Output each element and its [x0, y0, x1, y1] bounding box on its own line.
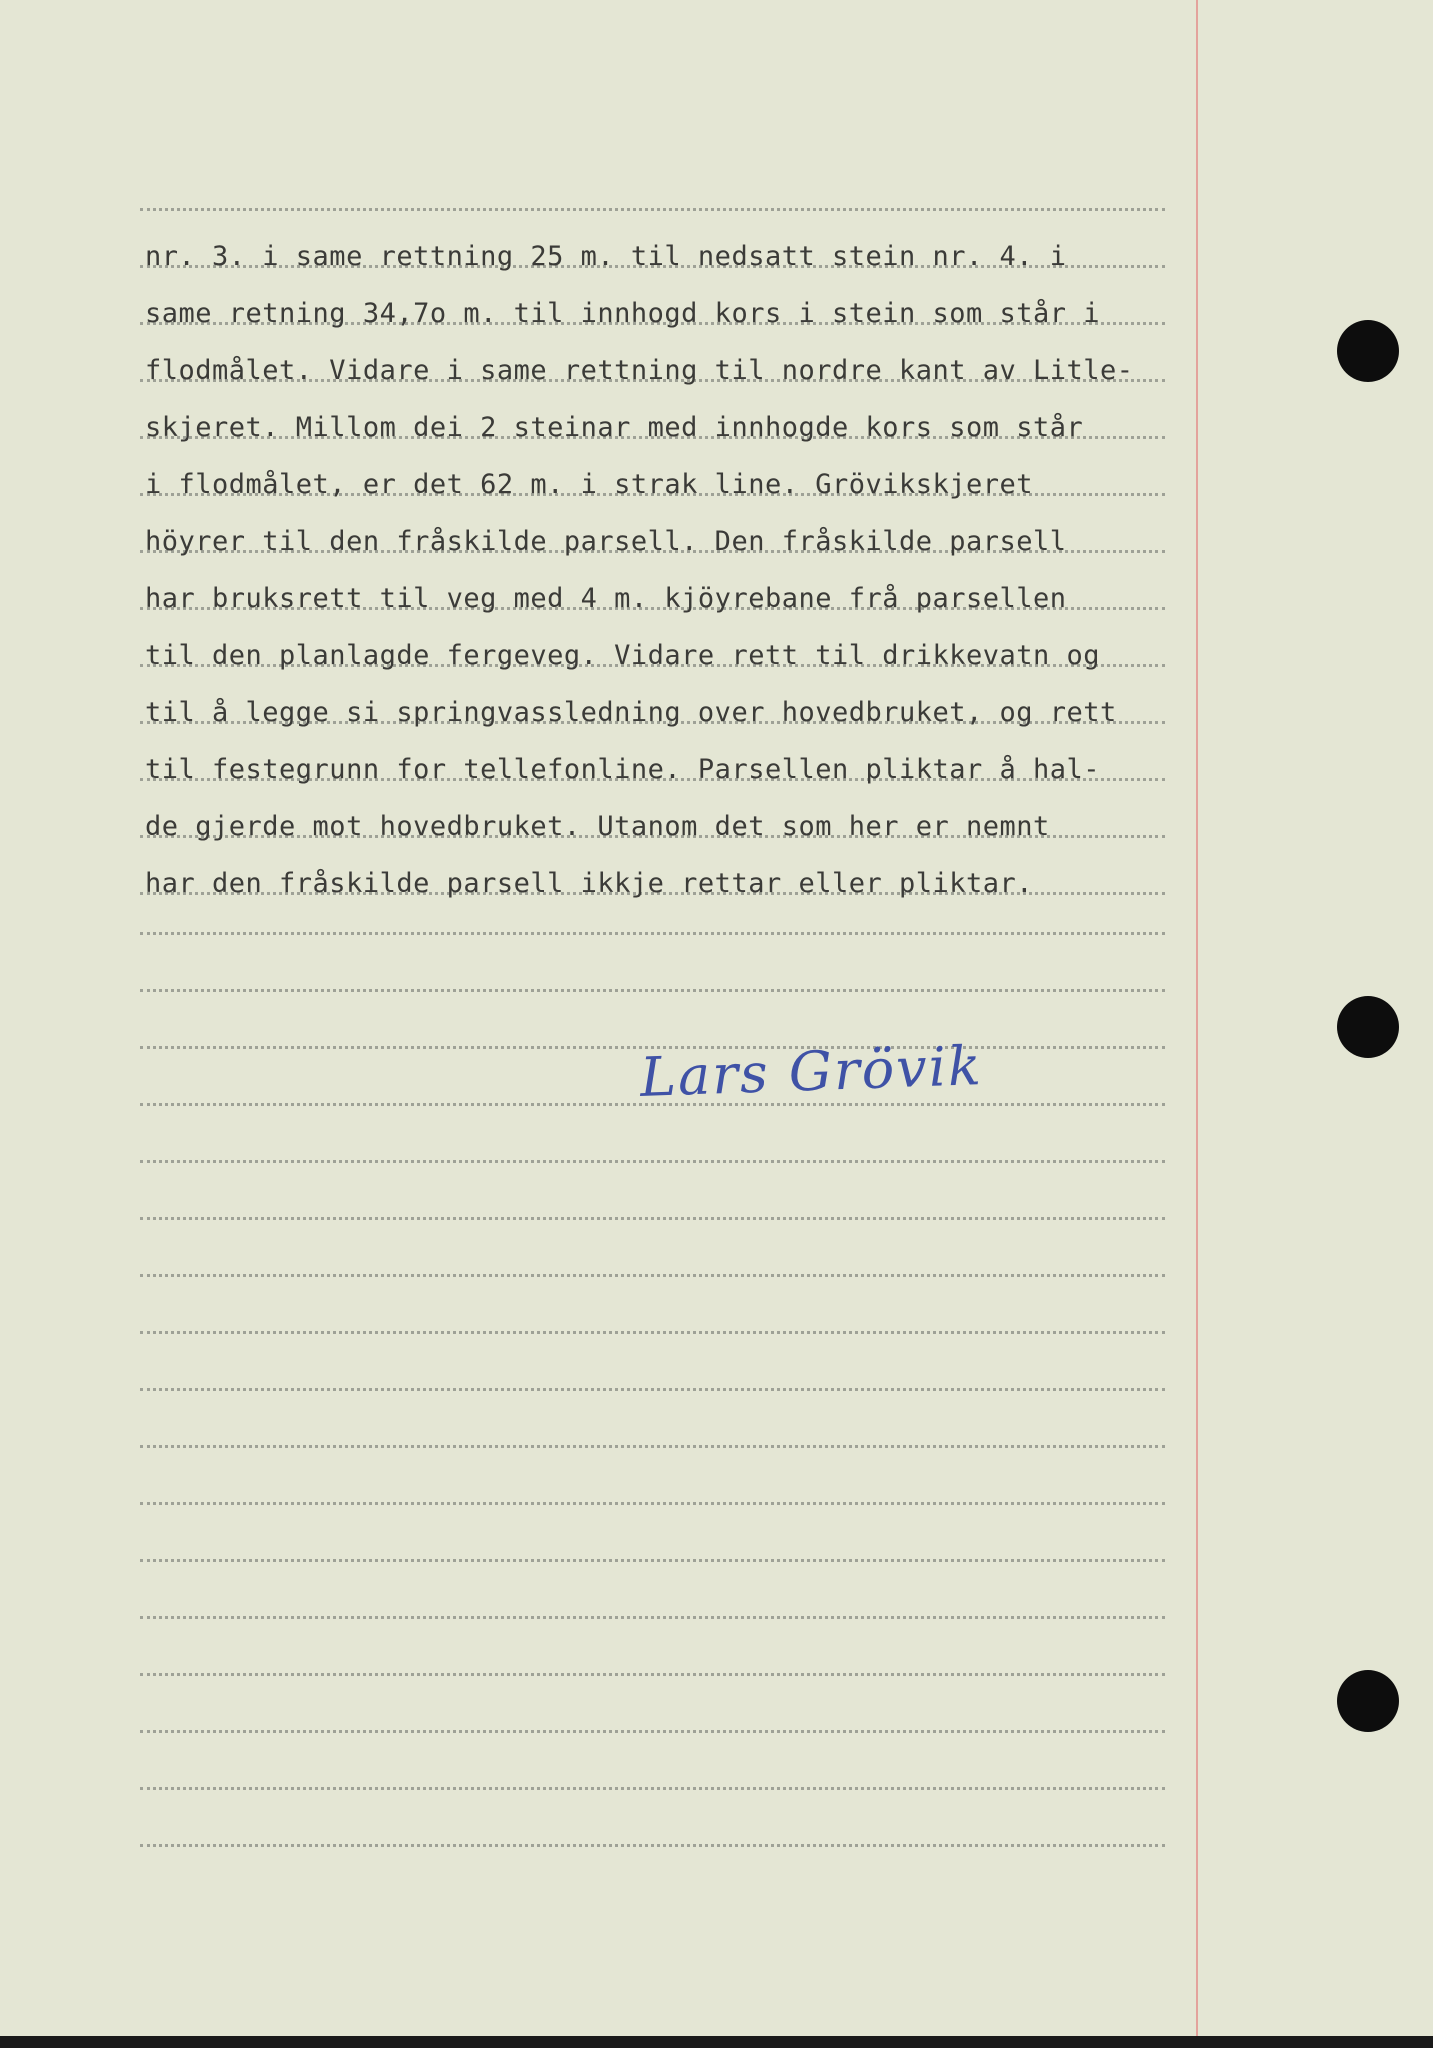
ruled-line — [140, 1559, 1165, 1562]
typed-line: i flodmålet, er det 62 m. i strak line. Grövikskjeret — [145, 469, 1034, 500]
typed-line: har den fråskilde parsell ikkje rettar eller pliktar. — [145, 868, 1034, 899]
red-margin-line — [1196, 0, 1198, 2036]
typed-line: til festegrunn for tellefonline. Parsellen pliktar å hal- — [145, 754, 1101, 785]
typed-line: skjeret. Millom dei 2 steinar med innhogde kors som står — [145, 412, 1084, 443]
ruled-line — [140, 1160, 1165, 1163]
ruled-line — [140, 1274, 1165, 1277]
typed-line: höyrer til den fråskilde parsell. Den fråskilde parsell — [145, 526, 1067, 557]
ruled-line — [140, 1730, 1165, 1733]
ruled-line — [140, 1388, 1165, 1391]
ruled-line — [140, 1331, 1165, 1334]
handwritten-signature: Lars Grövik — [639, 1034, 984, 1109]
typed-line: til den planlagde fergeveg. Vidare rett til drikkevatn og — [145, 640, 1101, 671]
ruled-line — [140, 989, 1165, 992]
ruled-line — [140, 1673, 1165, 1676]
ruled-line — [140, 1502, 1165, 1505]
punch-hole — [1337, 996, 1399, 1058]
ruled-line — [140, 1445, 1165, 1448]
typed-line: de gjerde mot hovedbruket. Utanom det som her er nemnt — [145, 811, 1050, 842]
typed-line: same retning 34,7o m. til innhogd kors i stein som står i — [145, 298, 1101, 329]
typed-line: nr. 3. i same rettning 25 m. til nedsatt stein nr. 4. i — [145, 241, 1067, 272]
typed-line: til å legge si springvassledning over hovedbruket, og rett — [145, 697, 1117, 728]
ruled-line — [140, 1217, 1165, 1220]
punch-hole — [1337, 320, 1399, 382]
typed-line: har bruksrett til veg med 4 m. kjöyrebane frå parsellen — [145, 583, 1067, 614]
punch-hole — [1337, 1670, 1399, 1732]
typed-line: flodmålet. Vidare i same rettning til nordre kant av Litle- — [145, 355, 1134, 386]
ruled-line — [140, 1616, 1165, 1619]
ruled-line — [140, 1844, 1165, 1847]
ruled-line — [140, 932, 1165, 935]
ruled-line — [140, 1787, 1165, 1790]
ruled-line — [140, 208, 1165, 211]
